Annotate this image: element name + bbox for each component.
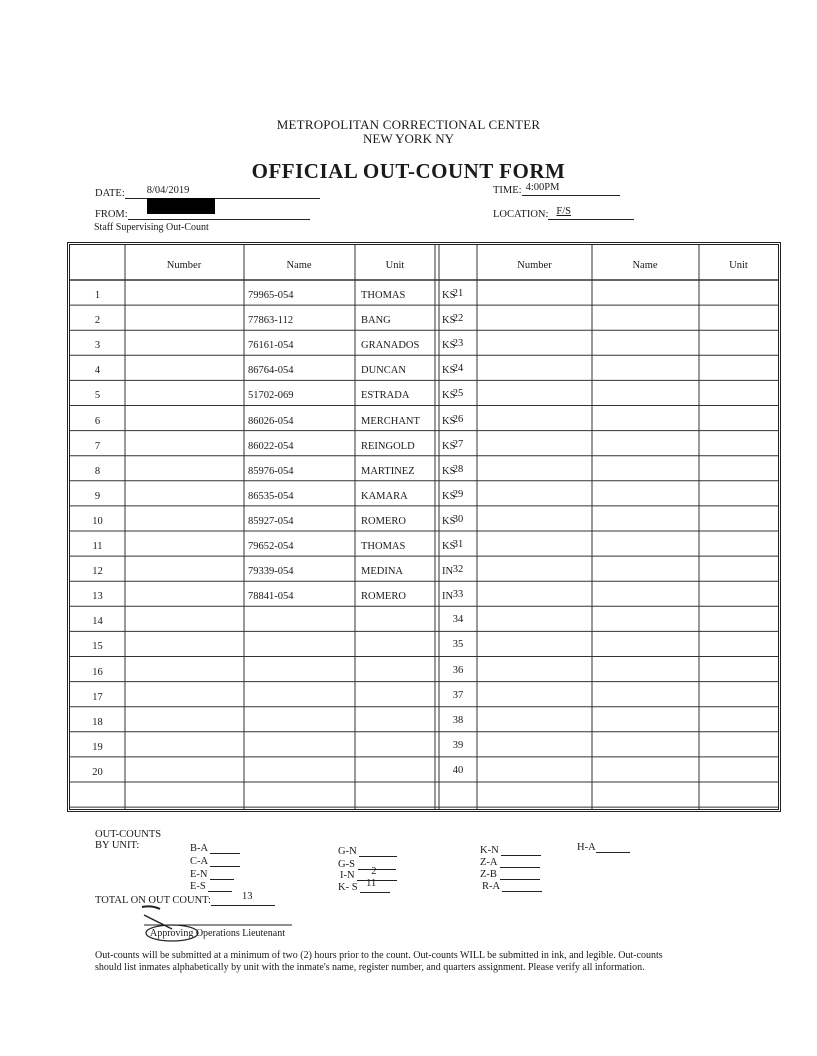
row-index-right: 27 — [452, 438, 464, 450]
location-value: F/S — [556, 206, 572, 217]
row-index: 12 — [92, 566, 103, 578]
location-line — [548, 207, 634, 220]
row-number: 78841-054 — [248, 591, 294, 603]
footer-line-2: should list inmates alphabetically by unit with the inmate's name, register number, and quarters assignment. Please verify all information. — [95, 962, 645, 973]
facility-city: NEW YORK NY — [363, 131, 454, 146]
row-unit: KS — [442, 290, 456, 301]
row-name: THOMAS — [361, 541, 406, 552]
col-header-name-left: Name — [286, 260, 312, 271]
location-field — [493, 207, 634, 220]
col-header-number-right: Number — [517, 260, 552, 271]
row-index-right: 34 — [452, 614, 464, 626]
unit-ra — [482, 879, 542, 892]
row-index: 18 — [92, 716, 103, 728]
row-name: MEDINA — [361, 566, 403, 578]
row-index-right: 36 — [452, 664, 464, 676]
unit-ba-label: B-A — [190, 843, 208, 854]
row-index-right: 39 — [452, 739, 464, 751]
from-label: FROM: — [95, 209, 128, 220]
unit-ks-value: 11 — [366, 878, 377, 889]
unit-ra-label: R-A — [482, 881, 500, 892]
row-unit: KS — [442, 315, 456, 327]
row-index-right: 40 — [452, 764, 464, 776]
unit-ha — [577, 840, 630, 853]
row-index-right: 26 — [452, 413, 464, 425]
col-header-name-right: Name — [632, 260, 658, 271]
unit-ca-line — [210, 854, 240, 867]
unit-gn-line — [359, 844, 397, 857]
col-header-number-left: Number — [166, 260, 202, 271]
date-value: 8/04/2019 — [146, 185, 190, 196]
time-field — [493, 183, 620, 196]
unit-ks-label: K- S — [338, 882, 358, 893]
row-name: DUNCAN — [361, 365, 406, 377]
row-unit: KS — [442, 541, 456, 552]
row-unit: IN — [442, 566, 454, 578]
unit-ha-line — [596, 840, 630, 853]
row-index-right: 37 — [452, 689, 464, 701]
row-unit: KS — [442, 340, 456, 352]
row-index-right: 25 — [452, 388, 464, 400]
row-index-right: 22 — [452, 313, 464, 325]
row-name: KAMARA — [361, 490, 408, 502]
time-value: 4:00PM — [525, 182, 560, 193]
date-label: DATE: — [95, 188, 125, 199]
row-index: 11 — [92, 541, 103, 552]
row-index: 16 — [92, 666, 103, 678]
row-unit: KS — [442, 465, 456, 477]
row-index-right: 21 — [452, 288, 464, 299]
row-name: GRANADOS — [361, 340, 420, 352]
row-number: 77863-112 — [248, 315, 294, 327]
unit-in-value: 2 — [371, 866, 377, 877]
row-index: 8 — [94, 465, 101, 477]
row-index: 2 — [94, 315, 101, 327]
row-index: 4 — [94, 365, 101, 377]
row-index: 15 — [92, 641, 103, 653]
row-unit: KS — [442, 490, 456, 502]
row-index-right: 23 — [452, 338, 464, 350]
unit-in-label: I-N — [340, 870, 355, 881]
row-number: 79339-054 — [248, 566, 294, 578]
table-cells — [70, 245, 778, 809]
row-index-right: 32 — [452, 564, 464, 576]
from-line — [128, 207, 310, 220]
unit-za-label: Z-A — [480, 857, 497, 868]
by-unit-label: BY UNIT: — [95, 840, 140, 851]
row-index: 7 — [94, 440, 101, 452]
outcounts-label: OUT-COUNTS — [95, 829, 162, 840]
outcount-table — [67, 242, 781, 812]
unit-es-line — [208, 879, 232, 892]
row-name: MERCHANT — [361, 415, 420, 427]
unit-ca-label: C-A — [190, 856, 208, 867]
time-line — [522, 183, 620, 196]
unit-gs-label: G-S — [338, 859, 355, 870]
row-name: REINGOLD — [361, 440, 415, 452]
row-index: 17 — [92, 691, 103, 703]
col-header-unit-left: Unit — [385, 260, 405, 271]
unit-es-label: E-S — [190, 881, 206, 892]
row-unit: KS — [442, 415, 456, 427]
location-label: LOCATION: — [493, 209, 549, 220]
row-index-right: 35 — [452, 639, 464, 651]
row-name: BANG — [361, 315, 391, 327]
unit-ba-line — [210, 841, 240, 854]
row-number: 76161-054 — [248, 340, 294, 352]
row-index-right: 31 — [452, 539, 464, 550]
row-index: 9 — [94, 490, 101, 502]
unit-ra-line — [502, 879, 542, 892]
row-index: 20 — [92, 766, 103, 778]
row-index: 10 — [92, 515, 103, 527]
row-index-right: 28 — [452, 463, 464, 475]
row-name: ROMERO — [361, 515, 406, 527]
row-index-right: 24 — [452, 363, 464, 375]
form-title: OFFICIAL OUT-COUNT FORM — [251, 159, 566, 183]
unit-ha-label: H-A — [577, 842, 596, 853]
row-name: ESTRADA — [361, 390, 410, 402]
row-number: 86022-054 — [248, 440, 294, 452]
facility-name: METROPOLITAN CORRECTIONAL CENTER — [276, 117, 541, 132]
row-number: 79652-054 — [248, 541, 294, 552]
row-number: 79965-054 — [248, 290, 294, 301]
col-header-unit-right: Unit — [729, 260, 748, 271]
signature-caption: Approving Operations Lieutenant — [150, 928, 285, 939]
row-number: 86026-054 — [248, 415, 294, 427]
total-value: 13 — [241, 891, 253, 902]
row-index: 6 — [94, 415, 101, 427]
row-unit: KS — [442, 365, 456, 377]
redaction-block — [147, 198, 215, 214]
staff-caption: Staff Supervising Out-Count — [94, 222, 209, 233]
unit-gn — [338, 844, 397, 857]
row-name: THOMAS — [361, 290, 406, 301]
unit-ba — [190, 841, 240, 854]
row-index-right: 29 — [452, 488, 464, 500]
row-unit: KS — [442, 440, 456, 452]
row-index: 3 — [94, 340, 101, 352]
unit-es — [190, 879, 232, 892]
unit-ks-line — [360, 880, 390, 893]
row-unit: KS — [442, 390, 456, 402]
from-field — [95, 207, 310, 220]
row-index-right: 30 — [452, 513, 464, 525]
row-number: 85976-054 — [248, 465, 294, 477]
time-label: TIME: — [493, 185, 522, 196]
row-number: 85927-054 — [248, 515, 294, 527]
footer-line-1: Out-counts will be submitted at a minimum of two (2) hours prior to the count. Out-counts WILL be submitted in ink, and legible. Out-counts — [95, 950, 663, 961]
unit-en-label: E-N — [190, 869, 208, 880]
row-number: 51702-069 — [248, 390, 294, 402]
unit-gn-label: G-N — [338, 846, 357, 857]
row-name: ROMERO — [361, 591, 406, 603]
row-index-right: 38 — [452, 714, 464, 726]
row-unit: KS — [442, 515, 456, 527]
row-index: 14 — [92, 616, 103, 628]
unit-ca — [190, 854, 240, 867]
unit-ks — [338, 880, 390, 893]
row-number: 86535-054 — [248, 490, 294, 502]
unit-zb-label: Z-B — [480, 869, 497, 880]
row-name: MARTINEZ — [361, 465, 415, 477]
unit-kn-label: K-N — [480, 845, 499, 856]
row-number: 86764-054 — [248, 365, 294, 377]
row-index: 13 — [92, 591, 103, 603]
row-index: 1 — [94, 290, 101, 301]
row-unit: IN — [442, 591, 454, 603]
row-index: 5 — [94, 390, 101, 402]
row-index-right: 33 — [452, 589, 464, 601]
total-label: TOTAL ON OUT COUNT: — [95, 895, 211, 906]
row-index: 19 — [92, 741, 103, 753]
